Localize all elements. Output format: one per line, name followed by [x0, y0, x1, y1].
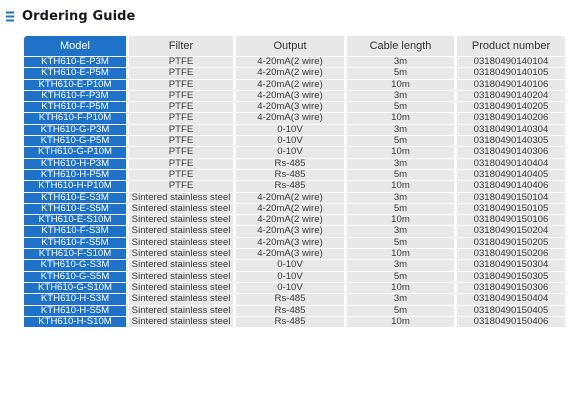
cell-cable-length: 5m [344, 136, 454, 146]
cell-output: Rs-485 [233, 317, 344, 327]
cell-cable-length: 5m [344, 306, 454, 316]
cell-filter: Sintered stainless steel [126, 317, 233, 327]
table-row [24, 159, 565, 169]
cell-output: 4-20mA(3 wire) [233, 226, 344, 236]
cell-filter: PTFE [126, 159, 233, 169]
ordering-table [24, 35, 565, 328]
cell-cable-length: 10m [344, 181, 454, 191]
cell-model: KTH610-E-P3M [24, 57, 126, 67]
cell-output: 4-20mA(2 wire) [233, 68, 344, 78]
table-header-row [24, 36, 565, 56]
cell-cable-length: 3m [344, 125, 454, 135]
table-row [24, 249, 565, 259]
table-row [24, 57, 565, 67]
table-row [24, 68, 565, 78]
cell-product-number: 03180490140104 [454, 57, 565, 67]
cell-filter: PTFE [126, 57, 233, 67]
column-header-product-number: Product number [454, 36, 565, 56]
cell-model: KTH610-E-P5M [24, 68, 126, 78]
cell-cable-length: 3m [344, 91, 454, 101]
cell-product-number: 03180490140404 [454, 159, 565, 169]
cell-output: Rs-485 [233, 170, 344, 180]
cell-product-number: 03180490150404 [454, 294, 565, 304]
cell-filter: PTFE [126, 102, 233, 112]
cell-product-number: 03180490140304 [454, 125, 565, 135]
table-row [24, 91, 565, 101]
cell-filter: PTFE [126, 125, 233, 135]
cell-model: KTH610-H-P3M [24, 159, 126, 169]
cell-filter: Sintered stainless steel [126, 283, 233, 293]
cell-model: KTH610-E-S5M [24, 204, 126, 214]
cell-output: 0-10V [233, 272, 344, 282]
column-header-cable-length: Cable length [344, 36, 454, 56]
cell-filter: PTFE [126, 68, 233, 78]
cell-cable-length: 10m [344, 283, 454, 293]
table-row [24, 272, 565, 282]
table-row [24, 260, 565, 270]
cell-filter: Sintered stainless steel [126, 215, 233, 225]
column-header-output: Output [233, 36, 344, 56]
cell-filter: Sintered stainless steel [126, 193, 233, 203]
cell-model: KTH610-H-P5M [24, 170, 126, 180]
cell-product-number: 03180490140204 [454, 91, 565, 101]
cell-cable-length: 10m [344, 113, 454, 123]
cell-product-number: 03180490140105 [454, 68, 565, 78]
cell-product-number: 03180490140106 [454, 80, 565, 90]
cell-output: 4-20mA(2 wire) [233, 80, 344, 90]
cell-output: 4-20mA(3 wire) [233, 238, 344, 248]
cell-model: KTH610-F-P5M [24, 102, 126, 112]
table-row [24, 294, 565, 304]
cell-output: Rs-485 [233, 159, 344, 169]
cell-output: 0-10V [233, 283, 344, 293]
cell-cable-length: 3m [344, 226, 454, 236]
cell-cable-length: 10m [344, 249, 454, 259]
cell-cable-length: 3m [344, 294, 454, 304]
cell-output: Rs-485 [233, 294, 344, 304]
table-row [24, 170, 565, 180]
menu-lines-icon [6, 11, 14, 22]
cell-cable-length: 5m [344, 68, 454, 78]
cell-model: KTH610-G-S10M [24, 283, 126, 293]
cell-model: KTH610-F-S3M [24, 226, 126, 236]
cell-filter: Sintered stainless steel [126, 238, 233, 248]
cell-filter: Sintered stainless steel [126, 249, 233, 259]
column-header-filter: Filter [126, 36, 233, 56]
cell-output: 4-20mA(2 wire) [233, 204, 344, 214]
cell-cable-length: 5m [344, 204, 454, 214]
cell-product-number: 03180490150206 [454, 249, 565, 259]
cell-model: KTH610-G-S5M [24, 272, 126, 282]
cell-cable-length: 10m [344, 80, 454, 90]
cell-cable-length: 3m [344, 159, 454, 169]
cell-filter: PTFE [126, 113, 233, 123]
table-row [24, 113, 565, 123]
cell-output: 4-20mA(3 wire) [233, 102, 344, 112]
cell-output: 4-20mA(2 wire) [233, 215, 344, 225]
cell-output: Rs-485 [233, 306, 344, 316]
cell-output: 0-10V [233, 260, 344, 270]
cell-model: KTH610-G-P10M [24, 147, 126, 157]
cell-output: 4-20mA(3 wire) [233, 91, 344, 101]
cell-product-number: 03180490140405 [454, 170, 565, 180]
cell-model: KTH610-G-P5M [24, 136, 126, 146]
cell-model: KTH610-H-P10M [24, 181, 126, 191]
cell-product-number: 03180490140205 [454, 102, 565, 112]
cell-filter: PTFE [126, 181, 233, 191]
page-title: Ordering Guide [22, 8, 136, 24]
cell-model: KTH610-G-P3M [24, 125, 126, 135]
cell-filter: PTFE [126, 80, 233, 90]
cell-cable-length: 3m [344, 193, 454, 203]
cell-output: 0-10V [233, 136, 344, 146]
cell-model: KTH610-E-S10M [24, 215, 126, 225]
cell-filter: Sintered stainless steel [126, 260, 233, 270]
cell-product-number: 03180490150304 [454, 260, 565, 270]
table-row [24, 317, 565, 327]
cell-filter: PTFE [126, 91, 233, 101]
table-row [24, 283, 565, 293]
cell-filter: Sintered stainless steel [126, 272, 233, 282]
cell-cable-length: 10m [344, 147, 454, 157]
cell-model: KTH610-H-S5M [24, 306, 126, 316]
table-row [24, 226, 565, 236]
cell-output: 4-20mA(3 wire) [233, 249, 344, 259]
column-header-model: Model [24, 36, 126, 56]
table-row [24, 181, 565, 191]
cell-model: KTH610-E-P10M [24, 80, 126, 90]
section-header [6, 6, 135, 26]
table-row [24, 238, 565, 248]
cell-model: KTH610-F-S10M [24, 249, 126, 259]
cell-cable-length: 3m [344, 260, 454, 270]
cell-filter: PTFE [126, 170, 233, 180]
cell-product-number: 03180490150106 [454, 215, 565, 225]
cell-product-number: 03180490140406 [454, 181, 565, 191]
cell-product-number: 03180490140206 [454, 113, 565, 123]
cell-output: 4-20mA(3 wire) [233, 113, 344, 123]
table-row [24, 125, 565, 135]
cell-output: 0-10V [233, 125, 344, 135]
cell-filter: PTFE [126, 136, 233, 146]
cell-product-number: 03180490140305 [454, 136, 565, 146]
cell-filter: Sintered stainless steel [126, 306, 233, 316]
cell-output: Rs-485 [233, 181, 344, 191]
cell-cable-length: 5m [344, 272, 454, 282]
table-body [24, 57, 565, 327]
table-row [24, 102, 565, 112]
table-row [24, 80, 565, 90]
table-row [24, 306, 565, 316]
cell-product-number: 03180490150306 [454, 283, 565, 293]
table-row [24, 215, 565, 225]
cell-cable-length: 5m [344, 102, 454, 112]
table-row [24, 193, 565, 203]
cell-cable-length: 10m [344, 215, 454, 225]
cell-cable-length: 10m [344, 317, 454, 327]
cell-product-number: 03180490150305 [454, 272, 565, 282]
cell-model: KTH610-H-S10M [24, 317, 126, 327]
table-row [24, 136, 565, 146]
table-row [24, 204, 565, 214]
cell-product-number: 03180490150405 [454, 306, 565, 316]
cell-model: KTH610-F-P10M [24, 113, 126, 123]
cell-model: KTH610-E-S3M [24, 193, 126, 203]
cell-output: 0-10V [233, 147, 344, 157]
cell-filter: Sintered stainless steel [126, 204, 233, 214]
cell-filter: Sintered stainless steel [126, 226, 233, 236]
cell-output: 4-20mA(2 wire) [233, 193, 344, 203]
cell-cable-length: 5m [344, 238, 454, 248]
cell-cable-length: 5m [344, 170, 454, 180]
cell-model: KTH610-F-P3M [24, 91, 126, 101]
cell-model: KTH610-H-S3M [24, 294, 126, 304]
cell-product-number: 03180490150406 [454, 317, 565, 327]
cell-product-number: 03180490150205 [454, 238, 565, 248]
cell-product-number: 03180490150104 [454, 193, 565, 203]
cell-filter: Sintered stainless steel [126, 294, 233, 304]
cell-cable-length: 3m [344, 57, 454, 67]
cell-product-number: 03180490140306 [454, 147, 565, 157]
cell-model: KTH610-G-S3M [24, 260, 126, 270]
cell-product-number: 03180490150105 [454, 204, 565, 214]
cell-output: 4-20mA(2 wire) [233, 57, 344, 67]
cell-filter: PTFE [126, 147, 233, 157]
cell-product-number: 03180490150204 [454, 226, 565, 236]
cell-model: KTH610-F-S5M [24, 238, 126, 248]
table-row [24, 147, 565, 157]
